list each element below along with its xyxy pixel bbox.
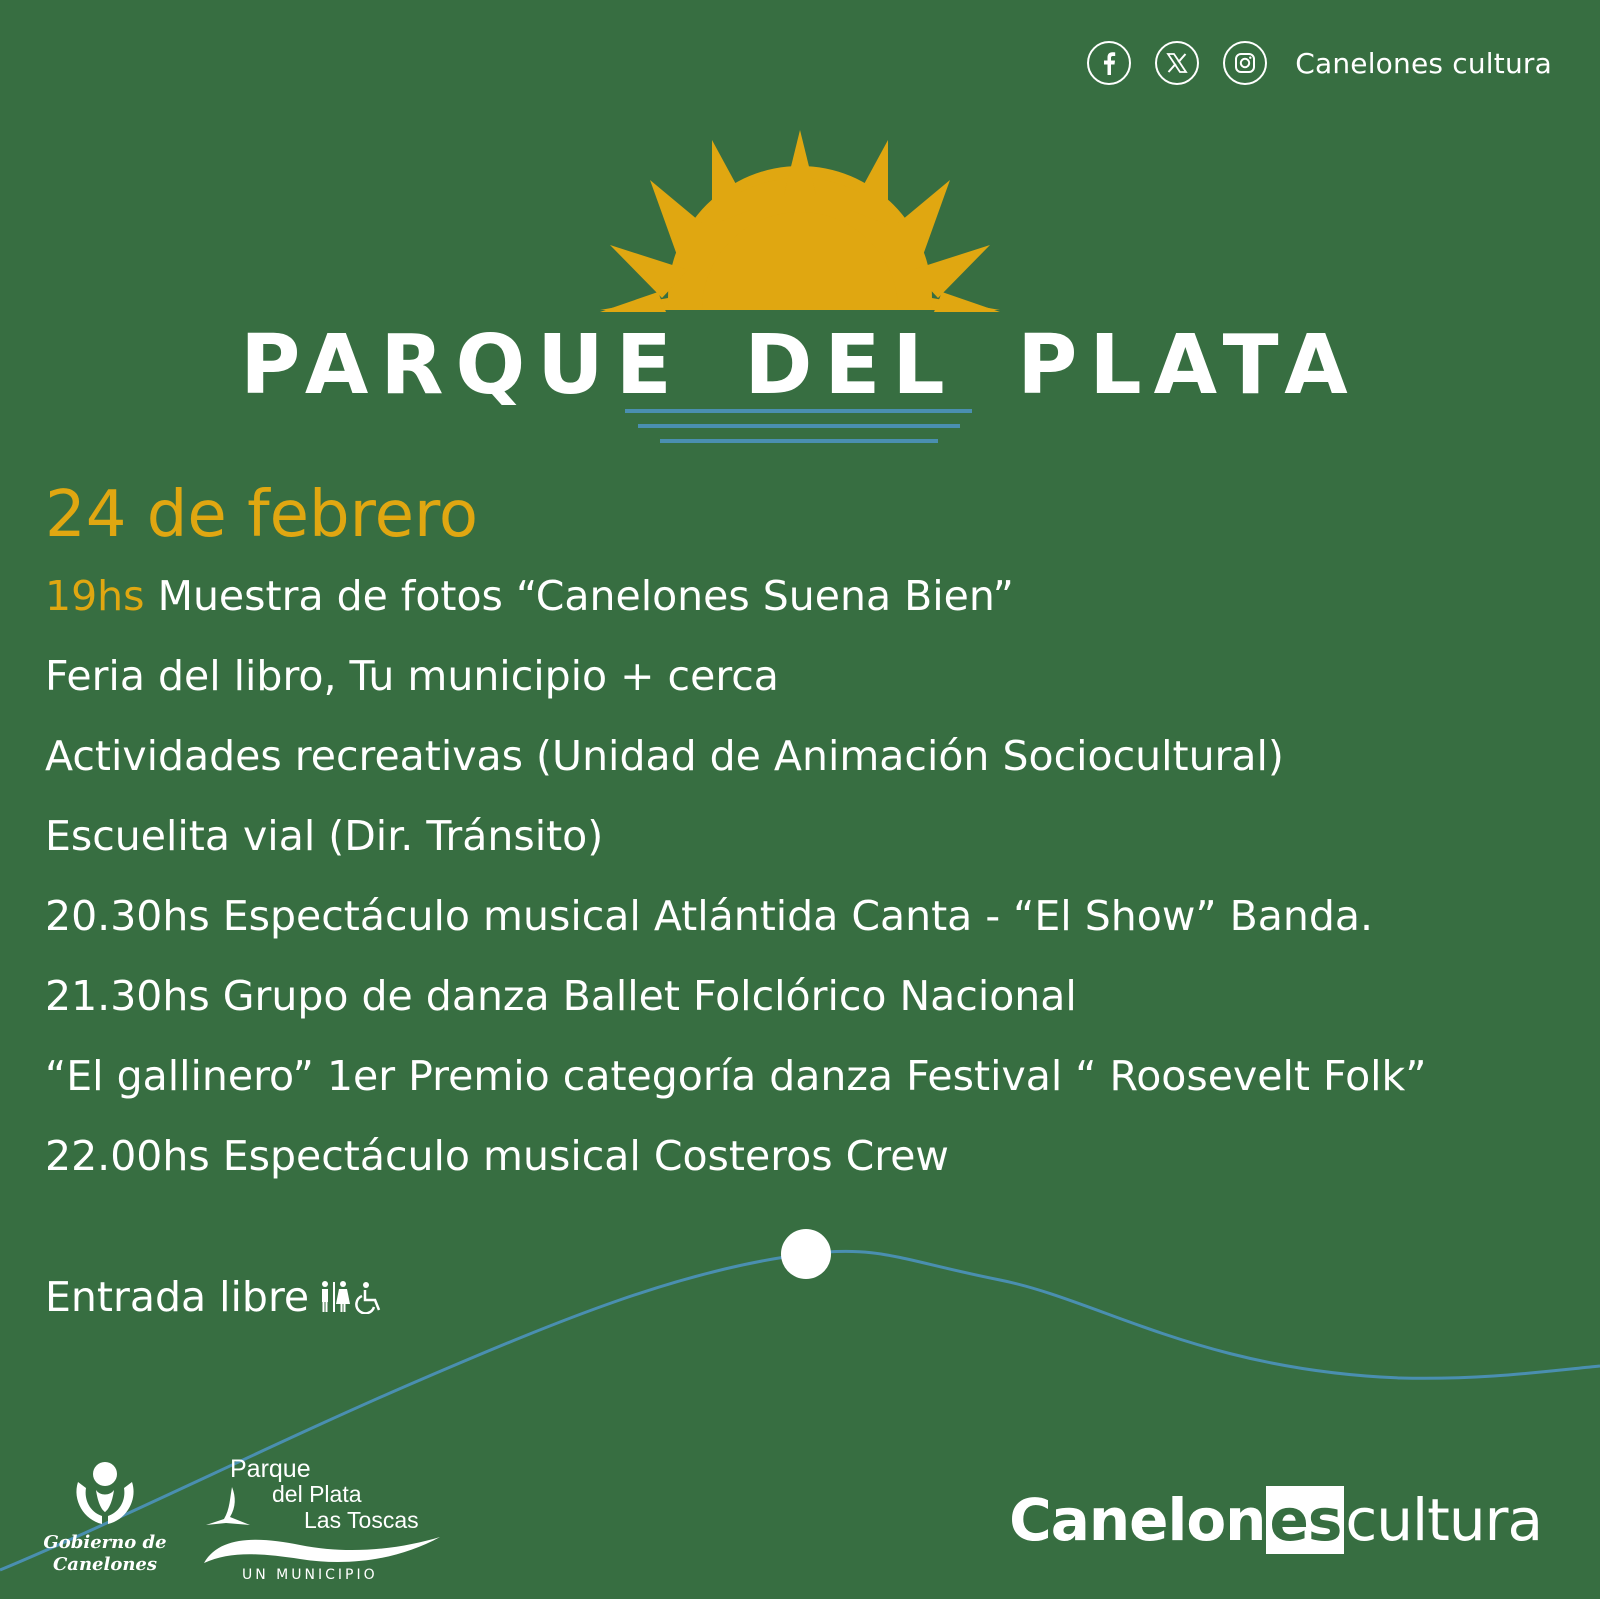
schedule-item (45, 570, 1427, 650)
schedule-hour: 19hs (45, 572, 145, 620)
municipio-logo (200, 1455, 450, 1585)
canelones-cultura-logo (1009, 1486, 1542, 1554)
sun-icon (600, 120, 1000, 320)
entrada-line (45, 1273, 389, 1321)
logo-word-3: PLATA (1017, 318, 1360, 413)
gobierno-line2: Canelones (52, 1554, 158, 1575)
brand-part3: cultura (1345, 1486, 1542, 1554)
schedule-item: 20.30hs Espectáculo musical Atlántida Canta - “El Show” Banda. (45, 892, 1374, 940)
seagull-wave-icon (200, 1485, 450, 1567)
municipio-line3: Las Toscas (304, 1507, 419, 1533)
municipio-line2: del Plata (272, 1481, 362, 1507)
restroom-accessible-icon (319, 1280, 389, 1314)
gobierno-line1: Gobierno de (43, 1532, 167, 1553)
gobierno-logo (40, 1460, 170, 1576)
accessibility-icons (319, 1280, 389, 1314)
schedule-item: “El gallinero” 1er Premio categoría danza Festival “ Roosevelt Folk” (45, 1052, 1427, 1100)
water-lines-icon (620, 408, 980, 448)
logo-wordmark (0, 318, 1600, 413)
location-marker (781, 1229, 831, 1279)
social-handle: Canelones cultura (1295, 46, 1552, 80)
entrada-label: Entrada libre (45, 1273, 310, 1321)
schedule-item: Feria del libro, Tu municipio + cerca (45, 652, 779, 700)
schedule-text: Muestra de fotos “Canelones Suena Bien” (144, 572, 1014, 620)
logo-word-1: PARQUE (240, 318, 684, 413)
gobierno-emblem-icon (70, 1460, 140, 1528)
schedule-list (45, 570, 1427, 1210)
event-date: 24 de febrero (45, 478, 478, 552)
schedule-item: Actividades recreativas (Unidad de Animación Sociocultural) (45, 732, 1284, 780)
brand-part1: Canelon (1009, 1486, 1266, 1554)
schedule-item: 21.30hs Grupo de danza Ballet Folclórico Nacional (45, 972, 1077, 1020)
logo-word-2: DEL (744, 318, 957, 413)
x-icon[interactable] (1155, 41, 1199, 85)
social-bar (1087, 40, 1552, 86)
municipio-line4: UN MUNICIPIO (242, 1567, 378, 1583)
instagram-icon[interactable] (1223, 41, 1267, 85)
schedule-item: Escuelita vial (Dir. Tránsito) (45, 812, 604, 860)
brand-part2: es (1266, 1486, 1344, 1554)
facebook-icon[interactable] (1087, 41, 1131, 85)
municipio-line1: Parque (230, 1455, 311, 1483)
schedule-item: 22.00hs Espectáculo musical Costeros Crew (45, 1132, 949, 1180)
